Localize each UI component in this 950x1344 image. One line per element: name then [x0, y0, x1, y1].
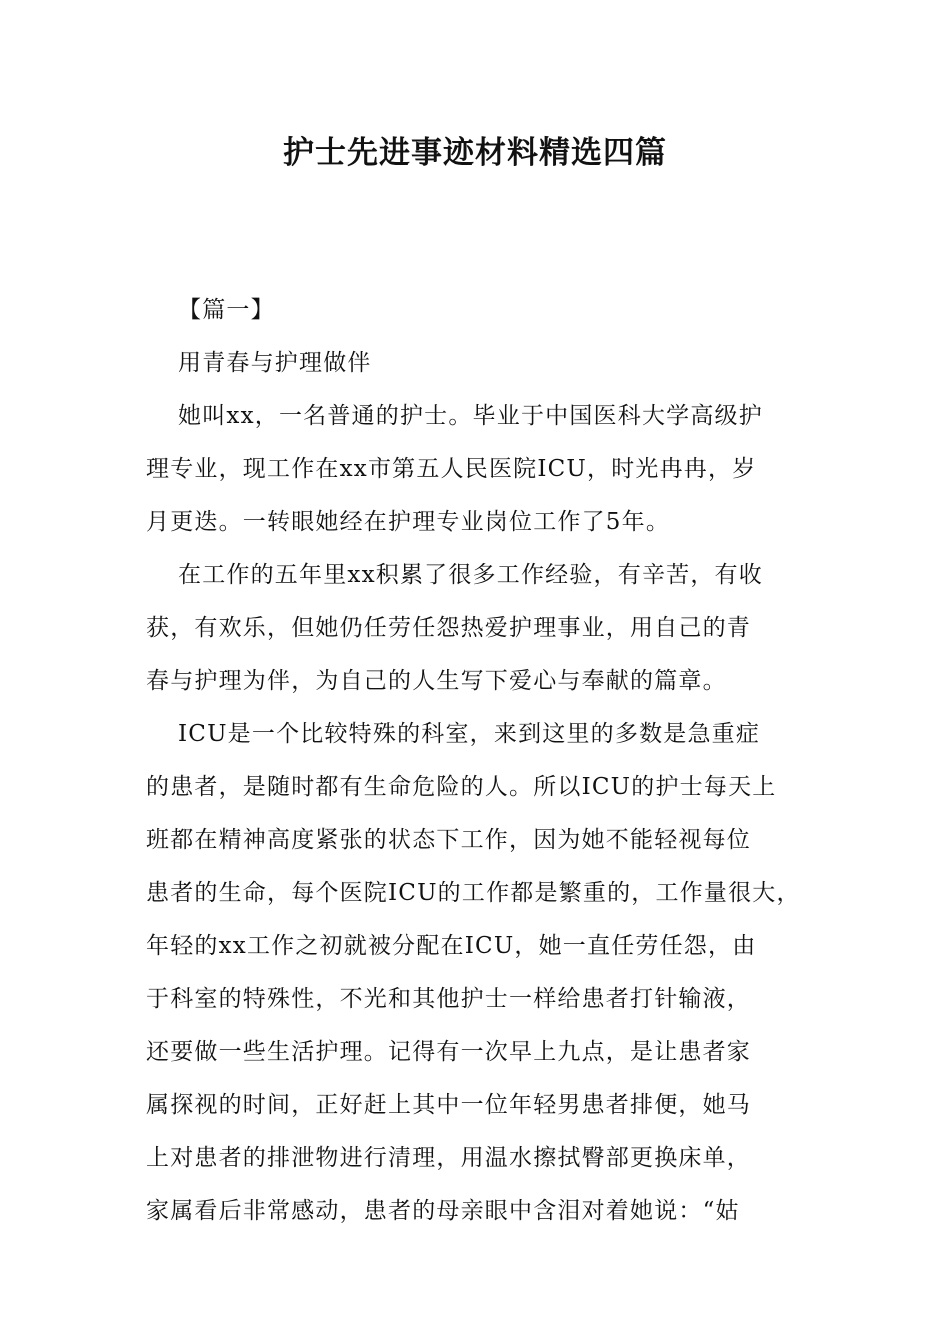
text-line: 获，有欢乐，但她仍任劳任怨热爱护理事业，用自己的青 — [146, 615, 751, 641]
text-line: 理专业，现工作在xx市第五人民医院ICU，时光冉冉，岁 — [146, 456, 757, 482]
text-line: 用青春与护理做伴 — [178, 350, 372, 376]
text-line: 上对患者的排泄物进行清理，用温水擦拭臀部更换床单， — [146, 1145, 751, 1171]
text-line: 【篇一】 — [178, 297, 275, 323]
document-title: 护士先进事迹材料精选四篇 — [283, 135, 667, 171]
text-line: ICU是一个比较特殊的科室，来到这里的多数是急重症 — [178, 721, 761, 747]
text-line: 家属看后非常感动，患者的母亲眼中含泪对着她说：“姑 — [146, 1198, 740, 1224]
text-line: 年轻的xx工作之初就被分配在ICU，她一直任劳任怨，由 — [146, 933, 757, 959]
text-line: 在工作的五年里xx积累了很多工作经验，有辛苦，有收 — [178, 562, 763, 588]
document-body — [146, 284, 836, 1238]
text-line: 月更迭。一转眼她经在护理专业岗位工作了5年。 — [146, 509, 671, 535]
text-line: 属探视的时间，正好赶上其中一位年轻男患者排便，她马 — [146, 1092, 751, 1118]
text-line: 的患者，是随时都有生命危险的人。所以ICU的护士每天上 — [146, 774, 777, 800]
text-line: 患者的生命，每个医院ICU的工作都是繁重的，工作量很大， — [146, 880, 801, 906]
text-line: 还要做一些生活护理。记得有一次早上九点，是让患者家 — [146, 1039, 751, 1065]
text-line: 她叫xx，一名普通的护士。毕业于中国医科大学高级护 — [178, 403, 763, 429]
text-line: 春与护理为伴，为自己的人生写下爱心与奉献的篇章。 — [146, 668, 727, 694]
text-line: 于科室的特殊性，不光和其他护士一样给患者打针输液， — [146, 986, 751, 1012]
text-line: 班都在精神高度紧张的状态下工作，因为她不能轻视每位 — [146, 827, 751, 853]
